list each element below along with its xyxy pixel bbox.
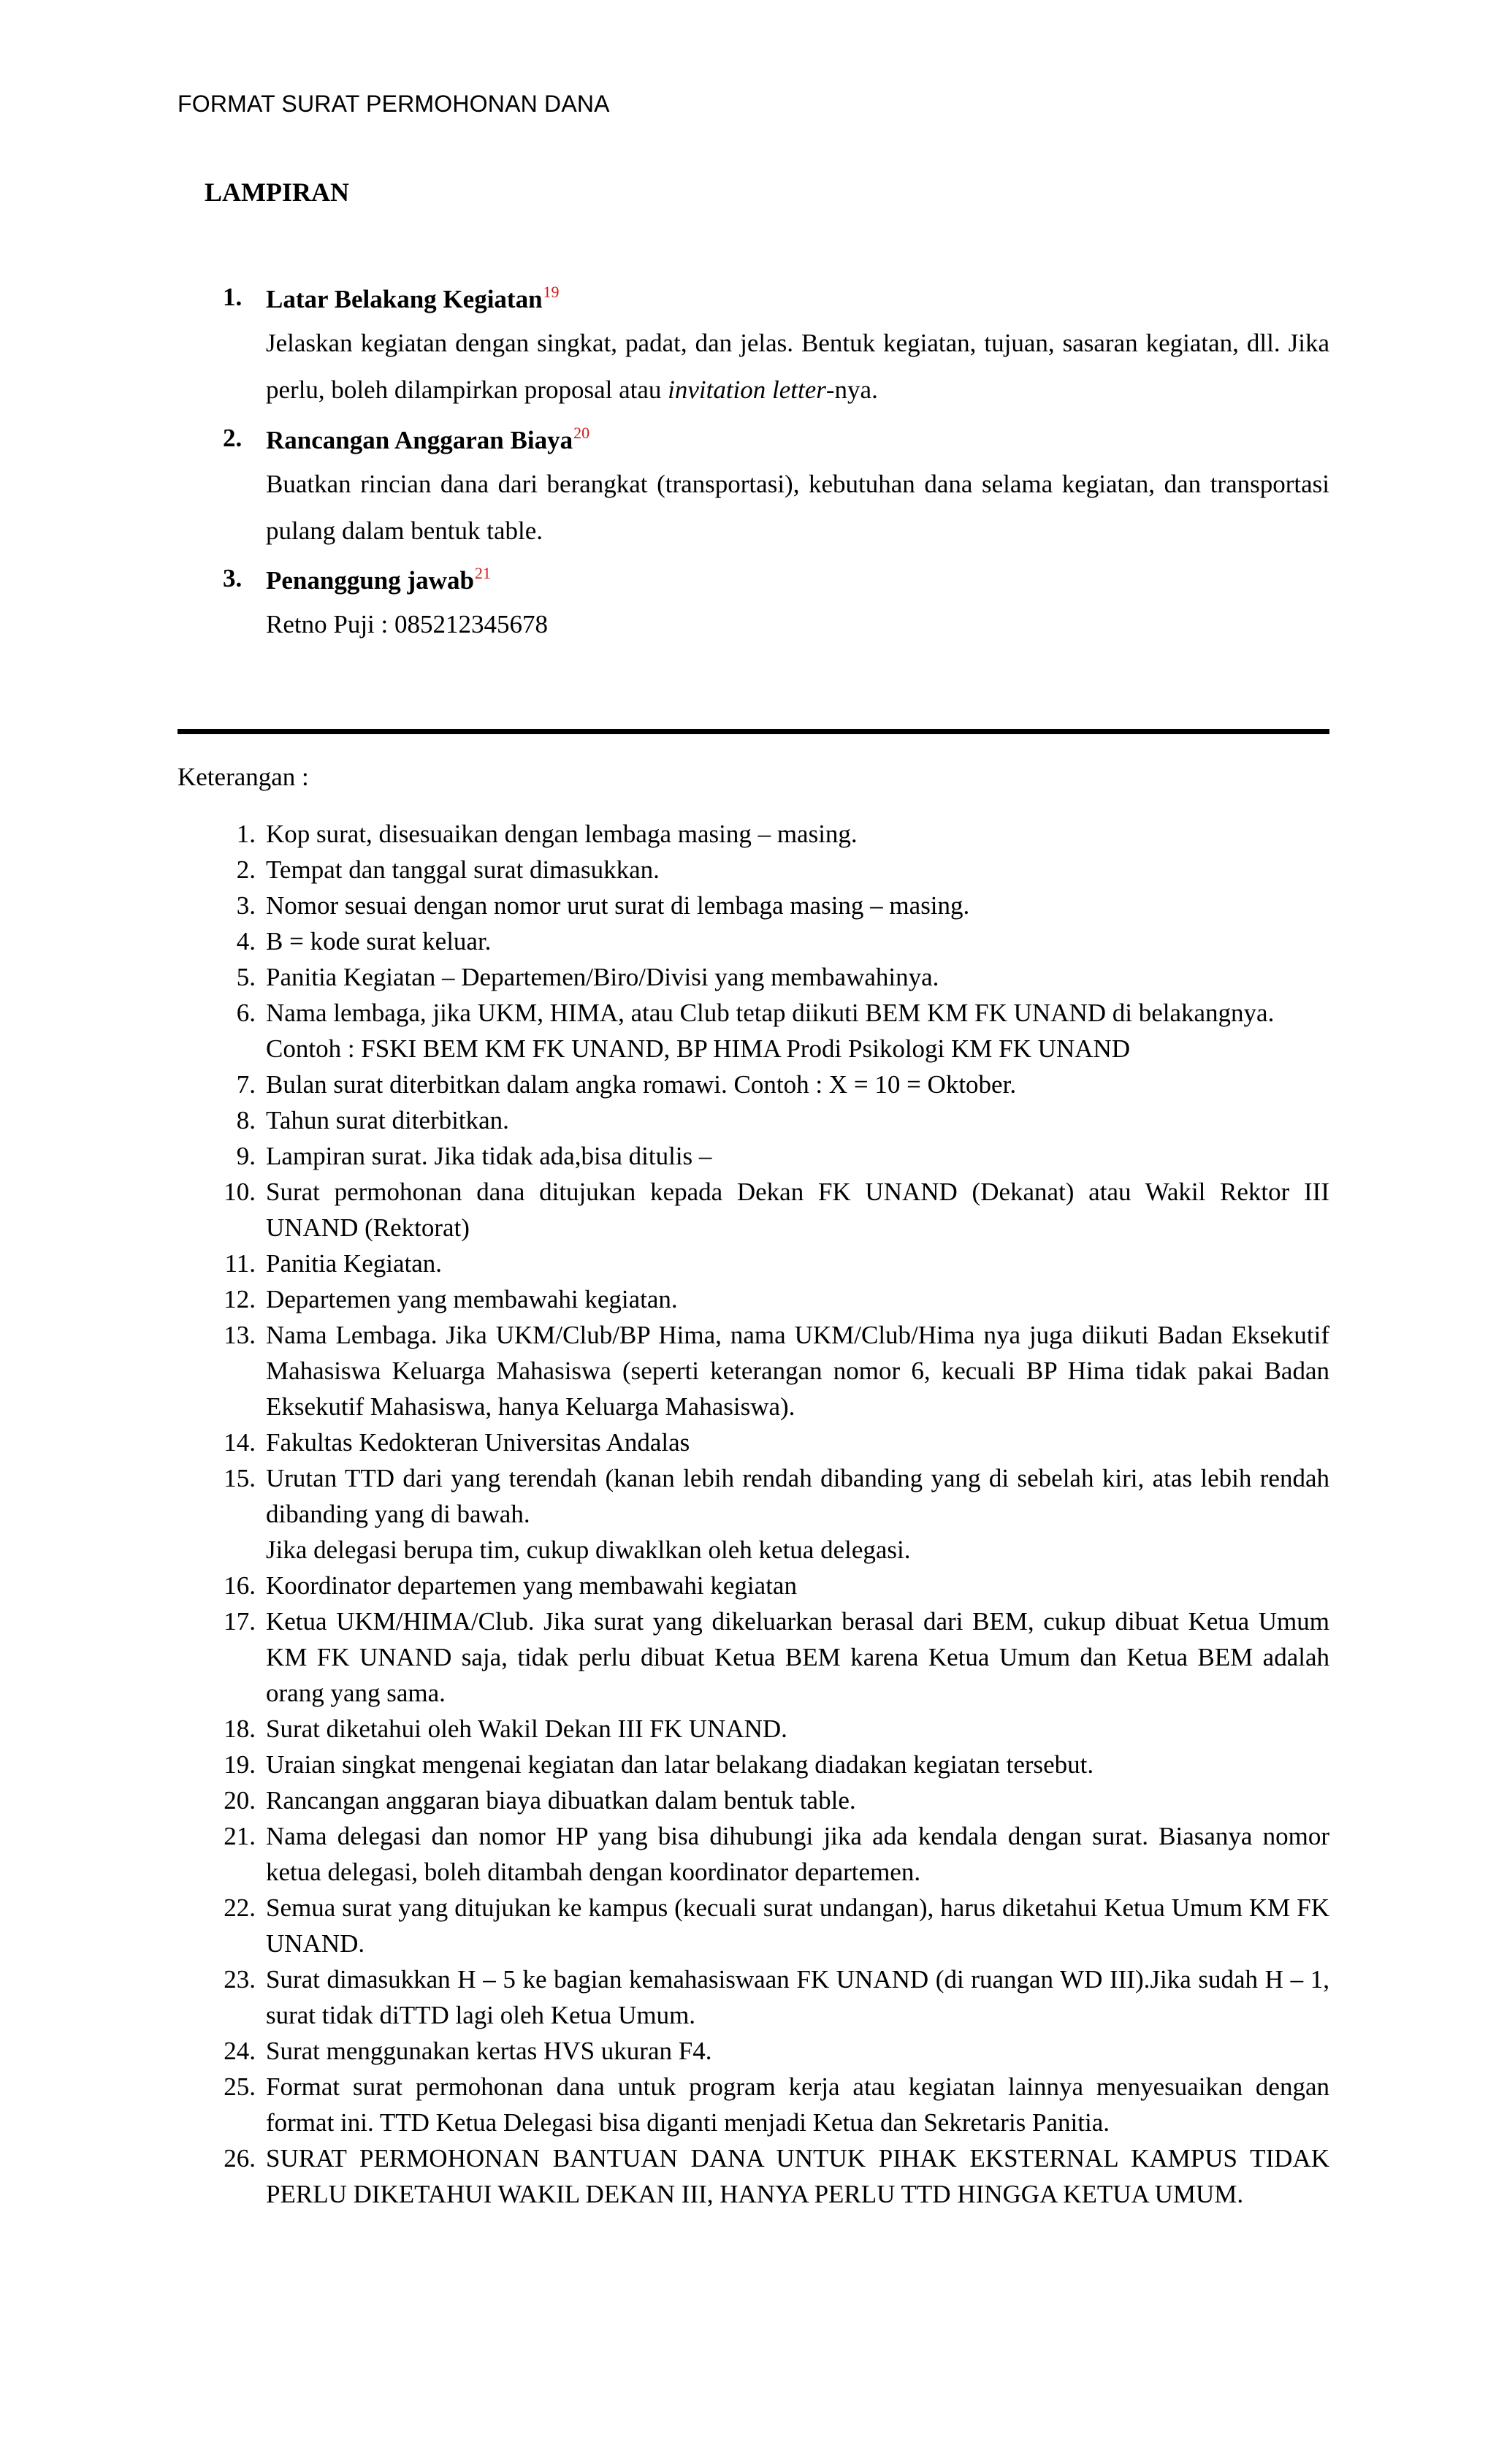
note-text: Tahun surat diterbitkan. [266, 1106, 509, 1134]
note-text: Uraian singkat mengenai kegiatan dan latar belakang diadakan kegiatan tersebut. [266, 1750, 1094, 1779]
footnote-ref: 19 [543, 283, 560, 301]
note-number: 11. [224, 1249, 256, 1278]
section-body: Retno Puji : 085212345678 [266, 610, 548, 638]
note-number: 25. [224, 2072, 256, 2101]
note-item [0, 888, 1496, 923]
section-title-text: Latar Belakang Kegiatan [266, 285, 543, 313]
note-number: 4. [236, 927, 256, 956]
note-item [0, 959, 1496, 995]
note-text: Semua surat yang ditujukan ke kampus (kecuali surat undangan), harus diketahui Ketua Umum KM FK UNAND. [266, 1893, 1329, 1958]
note-number: 1. [236, 820, 256, 848]
note-text: Lampiran surat. Jika tidak ada,bisa ditulis – [266, 1142, 712, 1170]
note-number: 16. [224, 1571, 256, 1600]
note-text: Panitia Kegiatan. [266, 1249, 443, 1278]
note-number: 22. [224, 1893, 256, 1922]
footnote-ref: 20 [573, 424, 590, 442]
note-item [0, 1711, 1496, 1747]
note-number: 17. [224, 1607, 256, 1636]
note-item [0, 2069, 1496, 2140]
note-number: 6. [236, 999, 256, 1027]
section-body-tail: -nya. [825, 375, 878, 404]
note-item [0, 1782, 1496, 1818]
note-text: Surat permohonan dana ditujukan kepada Dekan FK UNAND (Dekanat) atau Wakil Rektor III UNAND (Rektorat) [266, 1178, 1329, 1242]
note-item [0, 1818, 1496, 1890]
note-item [0, 1603, 1496, 1711]
note-text: Surat menggunakan kertas HVS ukuran F4. [266, 2037, 712, 2065]
note-number: 2. [236, 855, 256, 884]
section-number: 3. [223, 564, 243, 592]
note-item [0, 1317, 1496, 1424]
note-text: Urutan TTD dari yang terendah (kanan lebih rendah dibanding yang di sebelah kiri, atas lebih rendah dibanding yang di bawah. [266, 1464, 1329, 1528]
note-number: 3. [236, 891, 256, 920]
note-text: Tempat dan tanggal surat dimasukkan. [266, 855, 660, 884]
page-header: FORMAT SURAT PERMOHONAN DANA [178, 91, 610, 117]
note-item [0, 1102, 1496, 1138]
note-text-continued: Contoh : FSKI BEM KM FK UNAND, BP HIMA Prodi Psikologi KM FK UNAND [266, 1034, 1131, 1063]
note-text: Nama lembaga, jika UKM, HIMA, atau Club tetap diikuti BEM KM FK UNAND di belakangnya. [266, 999, 1275, 1027]
note-text: Surat dimasukkan H – 5 ke bagian kemahasiswaan FK UNAND (di ruangan WD III).Jika sudah H – 1, surat tidak diTTD lagi oleh Ketua Umum. [266, 1965, 1329, 2029]
note-number: 8. [236, 1106, 256, 1134]
section-body-italic: invitation letter [668, 375, 826, 404]
note-number: 13. [224, 1321, 256, 1349]
note-number: 15. [224, 1464, 256, 1492]
note-number: 7. [236, 1070, 256, 1099]
note-text: Kop surat, disesuaikan dengan lembaga masing – masing. [266, 820, 858, 848]
note-item [0, 1890, 1496, 1961]
note-item [0, 1424, 1496, 1460]
note-number: 26. [224, 2144, 256, 2173]
section-body-text: Jelaskan kegiatan dengan singkat, padat, dan jelas. Bentuk kegiatan, tujuan, sasaran kegiatan, dll. Jika perlu, boleh dilampirkan proposal atau [266, 329, 1329, 404]
note-text: Ketua UKM/HIMA/Club. Jika surat yang dikeluarkan berasal dari BEM, cukup dibuat Ketua Umum KM FK UNAND saja, tidak perlu dibuat Ketua BEM karena Ketua Umum dan Ketua BEM adalah orang yang sama. [266, 1607, 1329, 1707]
note-text: Format surat permohonan dana untuk program kerja atau kegiatan lainnya menyesuaikan dengan format ini. TTD Ketua Delegasi bisa diganti menjadi Ketua dan Sekretaris Panitia. [266, 2072, 1329, 2137]
note-number: 24. [224, 2037, 256, 2065]
note-number: 19. [224, 1750, 256, 1779]
note-item [0, 816, 1496, 852]
note-number: 21. [224, 1822, 256, 1850]
note-number: 14. [224, 1428, 256, 1457]
section-number: 1. [223, 283, 243, 311]
note-text: Departemen yang membawahi kegiatan. [266, 1285, 678, 1313]
note-text: Panitia Kegiatan – Departemen/Biro/Divisi yang membawahinya. [266, 963, 939, 991]
section-number: 2. [223, 424, 243, 452]
note-item [0, 1067, 1496, 1102]
section-body: Buatkan rincian dana dari berangkat (transportasi), kebutuhan dana selama kegiatan, dan transportasi pulang dalam bentuk table. [266, 470, 1329, 545]
section-title-text: Penanggung jawab [266, 566, 474, 595]
note-text: Nama Lembaga. Jika UKM/Club/BP Hima, nama UKM/Club/Hima nya juga diikuti Badan Eksekutif Mahasiswa Keluarga Mahasiswa (seperti keterangan nomor 6, kecuali BP Hima tidak pakai Badan Eksekutif Mahasiswa, hanya Keluarga Mahasiswa). [266, 1321, 1329, 1421]
section-title [266, 564, 491, 595]
note-item [0, 852, 1496, 888]
note-text-continued: Jika delegasi berupa tim, cukup diwaklkan oleh ketua delegasi. [266, 1536, 911, 1564]
footnote-ref: 21 [474, 564, 491, 582]
note-text: Surat diketahui oleh Wakil Dekan III FK UNAND. [266, 1714, 787, 1743]
note-item [0, 1568, 1496, 1603]
note-item [0, 1281, 1496, 1317]
note-item [0, 923, 1496, 959]
note-text: Rancangan anggaran biaya dibuatkan dalam bentuk table. [266, 1786, 856, 1815]
section-body [266, 320, 1329, 413]
note-item [0, 1138, 1496, 1174]
note-number: 10. [224, 1178, 256, 1206]
note-item [0, 1246, 1496, 1281]
note-text: Fakultas Kedokteran Universitas Andalas [266, 1428, 690, 1457]
note-item [0, 995, 1496, 1067]
section-title [266, 424, 589, 455]
note-number: 23. [224, 1965, 256, 1994]
note-number: 20. [224, 1786, 256, 1815]
keterangan-title: Keterangan : [178, 763, 309, 791]
notes-list [0, 816, 1496, 2212]
note-text: B = kode surat keluar. [266, 927, 492, 956]
section-title [266, 283, 560, 314]
section-title-text: Rancangan Anggaran Biaya [266, 426, 573, 454]
note-item [0, 2140, 1496, 2212]
note-text: SURAT PERMOHONAN BANTUAN DANA UNTUK PIHAK EKSTERNAL KAMPUS TIDAK PERLU DIKETAHUI WAKIL DEKAN III, HANYA PERLU TTD HINGGA KETUA UMUM. [266, 2144, 1329, 2208]
lampiran-heading: LAMPIRAN [205, 178, 349, 207]
note-item [0, 1174, 1496, 1246]
note-number: 18. [224, 1714, 256, 1743]
note-item [0, 1961, 1496, 2033]
note-item [0, 2033, 1496, 2069]
note-number: 5. [236, 963, 256, 991]
note-number: 12. [224, 1285, 256, 1313]
note-item [0, 1747, 1496, 1782]
note-number: 9. [236, 1142, 256, 1170]
horizontal-divider [178, 729, 1329, 734]
note-text: Nama delegasi dan nomor HP yang bisa dihubungi jika ada kendala dengan surat. Biasanya nomor ketua delegasi, boleh ditambah dengan koordinator departemen. [266, 1822, 1329, 1886]
note-text: Nomor sesuai dengan nomor urut surat di lembaga masing – masing. [266, 891, 970, 920]
note-text: Koordinator departemen yang membawahi kegiatan [266, 1571, 797, 1600]
note-text: Bulan surat diterbitkan dalam angka romawi. Contoh : X = 10 = Oktober. [266, 1070, 1017, 1099]
note-item [0, 1460, 1496, 1568]
